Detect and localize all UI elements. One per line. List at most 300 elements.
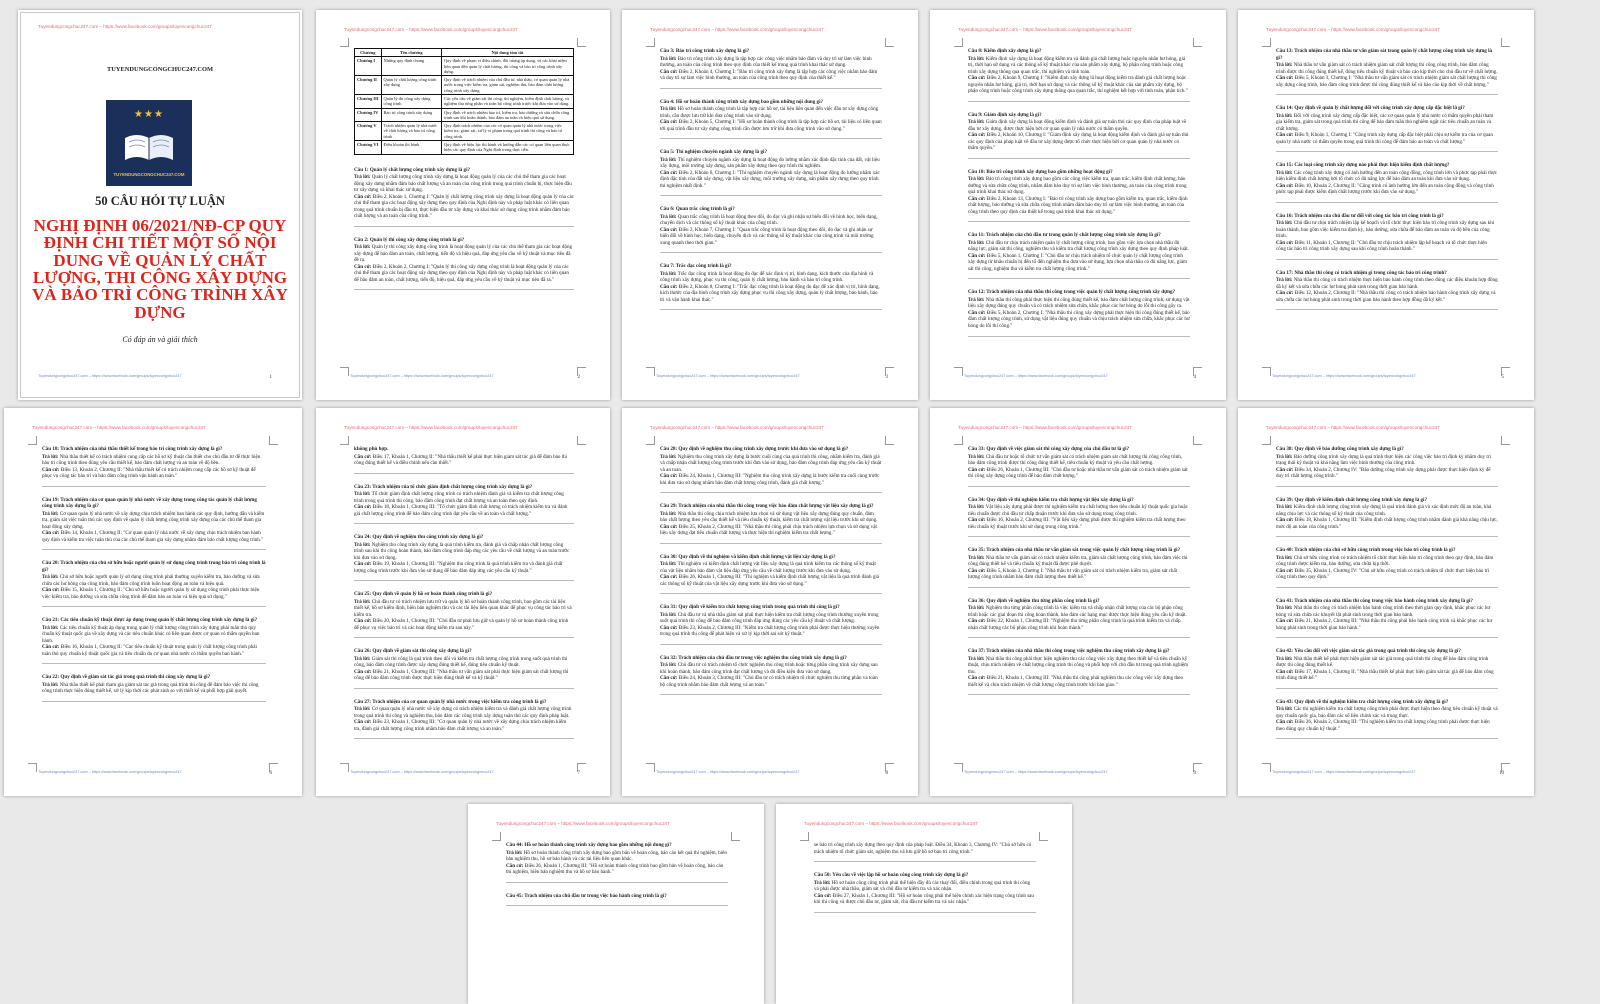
table-cell: Quy định về trách nhiệm bảo trì, kiểm tra, bảo dưỡng và sửa chữa công trình sau khi hoàn thành, bảo đảm an toàn và hiệu quả sử dụng. (441, 108, 573, 122)
basis-label: Căn cứ: (968, 195, 986, 202)
answer-label: Trả lời: (1276, 453, 1293, 460)
basis-text: Điều 26, Khoản 1, Chương III: "Hồ sơ hoàn thành công trình bao gồm bản vẽ hoàn công, báo cáo thí nghiệm, biên bản nghiệm thu và hồ sơ bảo hành." (506, 862, 724, 876)
question-title: Câu 40: Trách nhiệm của chủ sở hữu công trình trong việc bảo trì công trình là gì? (1276, 547, 1456, 554)
basis-text: Điều 27, Khoản 1, Chương III: "Hồ sơ hoàn công phải thể hiện chính xác hiện trạng công trình sau khi thi công và được chủ đầu tư, giám sát, chủ đầu tư kiểm tra và xác nhận." (814, 892, 1034, 906)
basis-label: Căn cứ: (968, 675, 986, 682)
question-title: Câu 18: Trách nhiệm của nhà thầu thiết kế trong bảo trì công trình xây dựng là gì? (42, 446, 223, 452)
answer-text: Cơ quan quản lý nhà nước về xây dựng có trách nhiệm kiểm tra và đánh giá chất lượng công trình trong quá trình thi công và nghiệm thu, bảo đảm các công trình xây dựng tuân thủ các quy định pháp luật. (354, 706, 572, 719)
question-block (42, 617, 266, 664)
answer-paragraph (660, 511, 882, 524)
document-page-2[interactable] (316, 10, 610, 400)
answer-text: Chủ sở hữu hoặc người quản lý sử dụng công trình phải thường xuyên kiểm tra, bảo dưỡng và sửa chữa các hư hỏng của công trình, bảo đảm công trình luôn hoạt động an toàn và hiệu quả. (42, 574, 260, 587)
answer-text: Các công trình xây dựng có ảnh hưởng đến an toàn cộng đồng, công trình lớn và phức tạp phải thực hiện kiểm định chất lượng bởi tổ chức có đủ năng lực để bảo đảm an toàn khi đưa vào sử dụng. (1276, 169, 1498, 183)
basis-label: Căn cứ: (968, 466, 986, 473)
basis-paragraph (1276, 183, 1498, 196)
basis-paragraph (660, 625, 882, 638)
separator-line (968, 486, 1190, 487)
answer-label: Trả lời: (354, 655, 371, 662)
basis-paragraph (660, 69, 882, 82)
question-title: Câu 38: Quy định về bảo dưỡng công trình xây dựng là gì? (1276, 446, 1404, 452)
answer-text: Kiểm định chất lượng công trình xây dựng là quá trình đánh giá và xác định mức độ an toàn, khả năng chịu lực và các thông số kỹ thuật của công trình. (1276, 504, 1492, 517)
basis-label: Căn cứ: (660, 169, 678, 176)
page-body (354, 48, 574, 366)
site-logo (106, 100, 192, 186)
answer-paragraph (660, 56, 882, 69)
basis-paragraph (968, 253, 1190, 273)
answer-paragraph (660, 662, 882, 675)
question-title: Câu 32: Trách nhiệm của chủ đầu tư trong việc nghiệm thu công trình xây dựng là gì? (660, 654, 847, 661)
basis-label: Căn cứ: (1276, 239, 1294, 246)
question-block (354, 591, 574, 638)
document-page-7[interactable] (316, 408, 610, 796)
basis-text: Điều 2, Khoản 4, Chương I: "Bảo trì công trình xây dựng là tập hợp các công việc nhằm bảo đảm và duy trì sự làm việc bình thường, an toàn của công trình theo quy định của thiết kế." (660, 68, 878, 82)
question-title: Câu 12: Trách nhiệm của nhà thầu thi công trong việc quản lý chất lượng công trình xây dựng? (968, 289, 1176, 296)
answer-text: Các thí nghiệm kiểm tra chất lượng công trình phải được thực hiện theo đúng tiêu chuẩn kỹ thuật và quy chuẩn quốc gia, bảo đảm các số liệu chính xác và trung thực. (1276, 706, 1498, 719)
separator-line (968, 536, 1190, 537)
basis-text: Điều 5, Khoản 2, Chương I: "Nhà thầu thi công xây dựng phải thực hiện thi công đúng thiết kế, bảo đảm chất lượng công trình, sử dụng vật liệu đúng quy chuẩn và chịu trách nhiệm sửa chữa, khắc phục các hư hỏng do lỗi thi công." (968, 309, 1190, 329)
basis-paragraph (506, 863, 728, 876)
answer-label: Trả lời: (660, 611, 677, 618)
question-list (660, 446, 882, 695)
page-header: Tuyendungcongchuc247.com – https://www.facebook.com/groups/tuyencongchuc247 (496, 821, 670, 826)
separator-line (42, 486, 266, 487)
answer-paragraph (968, 605, 1190, 618)
question-block (354, 484, 574, 525)
answer-paragraph (660, 157, 882, 170)
answer-label: Trả lời: (1276, 504, 1293, 511)
answer-paragraph (42, 625, 266, 645)
separator-line (1276, 486, 1498, 487)
basis-paragraph (354, 669, 574, 682)
basis-label: Căn cứ: (660, 283, 678, 290)
question-block (42, 560, 266, 607)
answer-label: Trả lời: (42, 624, 59, 631)
question-title: Câu 10: Bảo trì công trình xây dựng bao gồm những hoạt động gì? (968, 168, 1113, 175)
separator-line (506, 905, 728, 906)
basis-label: Căn cứ: (42, 587, 60, 594)
basis-paragraph (660, 524, 882, 537)
answer-paragraph (354, 656, 574, 669)
basis-label: Căn cứ: (506, 862, 524, 869)
answer-paragraph (1276, 62, 1498, 75)
margin-corner-mark (954, 38, 963, 47)
question-title: không phù hợp. (354, 446, 389, 452)
answer-paragraph (1276, 706, 1498, 719)
cover-site-name: TUYENDUNGCONGCHUC247.COM (107, 66, 213, 73)
separator-line (660, 88, 882, 89)
answer-label: Trả lời: (968, 119, 985, 126)
separator-line (354, 637, 574, 638)
answer-label: Trả lời: (660, 55, 677, 62)
margin-corner-mark (731, 832, 740, 841)
answer-label: Trả lời: (968, 453, 985, 460)
answer-text: Bảo dưỡng công trình xây dựng là quá trình thực hiện các công việc bảo trì định kỳ nhằm duy trì trạng thái kỹ thuật và khả năng làm việc bình thường của công trình. (1276, 453, 1491, 467)
answer-paragraph (1276, 277, 1498, 290)
question-title: Câu 7: Trắc đạc công trình là gì? (660, 263, 732, 270)
separator-line (1276, 309, 1498, 310)
basis-label: Căn cứ: (968, 75, 986, 82)
answer-label: Trả lời: (660, 662, 677, 669)
basis-text: Điều 11, Khoản 1, Chương II: "Chủ đầu tư chịu trách nhiệm lập kế hoạch và tổ chức thực hiện công tác bảo trì công trình xây dựng sau khi công trình hoàn thành." (1276, 239, 1487, 253)
answer-paragraph (1276, 113, 1498, 133)
page-number: 4 (1193, 375, 1196, 380)
answer-text: Nhà thầu tư vấn giám sát có trách nhiệm kiểm tra, giám sát chất lượng công trình, bảo đảm việc thi công đúng thiết kế và tiêu chuẩn kỹ thuật đã được phê duyệt. (968, 554, 1188, 568)
basis-paragraph (968, 467, 1190, 480)
basis-label: Căn cứ: (354, 719, 372, 726)
answer-text: Nhà thầu thi công có trách nhiệm bảo hành công trình theo thời gian quy định, khắc phục các hư hỏng và sửa chữa các khuyết tật phát sinh trong thời gian bảo hành. (1276, 605, 1491, 618)
basis-text: Điều 21, Khoản 1, Chương III: "Nhà thầu thi công phải nghiệm thu các công việc xây dựng theo thiết kế và chịu trách nhiệm về chất lượng công trình trước khi bàn giao." (968, 675, 1184, 688)
table-cell: Quy định về hiệu lực thi hành và hướng dẫn các cơ quan liên quan thực hiện các quy định của Nghị định trong thực tiễn. (441, 140, 573, 154)
question-title: Câu 39: Quy định về kiểm định chất lượng công trình xây dựng là gì? (1276, 496, 1428, 503)
table-header-cell: Nội dung tóm tắt (441, 49, 573, 57)
answer-paragraph (506, 850, 728, 863)
page-footer: Tuyendungcongchuc247.com – https://www.facebook.com/groups/tuyencongchuc247 (38, 374, 182, 378)
answer-text: Chủ sở hữu công trình có trách nhiệm tổ chức thực hiện bảo trì công trình theo quy định, bảo đảm công trình được kiểm tra, bảo dưỡng, sửa chữa kịp thời. (1276, 554, 1494, 568)
margin-corner-mark (646, 367, 655, 376)
logo-text: TUYENDUNGCONGCHUC247.COM (113, 172, 185, 177)
question-block (1276, 162, 1498, 203)
separator-line (354, 688, 574, 689)
answer-text: Nghiệm thu công trình xây dựng là quá trình kiểm tra, đánh giá và chấp nhận chất lượng công trình sau khi thi công hoàn thành, bảo đảm công trình đáp ứng các yêu cầu về chất lượng và an toàn trước khi đưa vào sử dụng. (354, 541, 570, 561)
question-title: Câu 44: Hồ sơ hoàn thành công trình xây dựng bao gồm những nội dung gì? (506, 842, 672, 848)
margin-corner-mark (800, 832, 809, 841)
document-page-6[interactable] (4, 408, 302, 796)
margin-corner-mark (1262, 38, 1271, 47)
question-block (354, 534, 574, 581)
separator-line (968, 101, 1190, 102)
separator-line (354, 226, 574, 227)
table-cell: Chương VI (355, 140, 382, 154)
answer-paragraph (354, 599, 574, 619)
basis-paragraph (1276, 618, 1498, 631)
question-list (968, 48, 1190, 337)
page-number: 6 (269, 771, 272, 776)
answer-text: Chủ đầu tư và nhà thầu giám sát phải thực hiện kiểm tra chất lượng công trình thường xuyên trong suốt quá trình thi công để bảo đảm công trình đáp ứng đúng các yêu cầu kỹ thuật và chất lượng. (660, 611, 879, 625)
basis-text: Điều 21, Khoản 2, Chương III: "Nhà thầu thi công phải bảo hành công trình và khắc phục các hư hỏng phát sinh trong thời gian bảo hành." (1276, 618, 1493, 631)
basis-label: Căn cứ: (1276, 517, 1294, 524)
answer-paragraph (660, 454, 882, 474)
page-header: Tuyendungcongchuc247.com – https://www.facebook.com/groups/tuyencongchuc247 (1266, 27, 1440, 32)
margin-corner-mark (646, 38, 655, 47)
answer-text: Giám sát thi công là quá trình theo dõi và kiểm tra chất lượng công trình trong suốt quá trình thi công, bảo đảm công trình được xây dựng đúng thiết kế, đúng tiêu chuẩn kỹ thuật. (354, 655, 568, 669)
basis-label: Căn cứ: (354, 504, 372, 511)
answer-paragraph (814, 880, 1036, 893)
basis-label: Căn cứ: (660, 473, 678, 480)
answer-text: Bảo trì công trình xây dựng là tập hợp các công việc nhằm bảo đảm và duy trì sự làm việc bình thường, an toàn của công trình theo quy định của thiết kế trong quá trình khai thác sử dụng. (660, 55, 872, 69)
answer-paragraph (968, 555, 1190, 568)
separator-line (660, 195, 882, 196)
basis-text: Điều 26, Khoản 2, Chương III: "Thí nghiệm kiểm tra chất lượng công trình phải được thực hiện theo đúng quy chuẩn kỹ thuật." (1276, 719, 1490, 732)
question-block (354, 237, 574, 291)
question-list (506, 842, 728, 906)
basis-paragraph (354, 719, 574, 732)
basis-text: Điều 17, Khoản 1, Chương II: "Nhà thầu thiết kế phải thực hiện giám sát tác giả để đảm bảo thi công đúng thiết kế và điều chỉnh nếu cần thiết." (354, 453, 568, 467)
page-number: 3 (885, 375, 888, 380)
basis-text: Điều 16, Khoản 2, Chương III: "Vật liệu xây dựng phải được thí nghiệm kiểm tra chất lượng theo tiêu chuẩn kỹ thuật trước khi sử dụng trong công trình." (968, 517, 1186, 530)
basis-label: Căn cứ: (660, 574, 678, 581)
separator-line (660, 593, 882, 594)
basis-label: Căn cứ: (354, 193, 372, 200)
margin-corner-mark (954, 763, 963, 772)
basis-text: Điều 2, Khoản 8, Chương I: "Trắc đạc công trình là hoạt động đo đạc để xác định vị trí, hình dạng, kích thước của địa hình công trình xây dựng phục vụ thi công xây dựng, quản lý chất lượng, bảo hành, bảo trì và vận hành khai thác." (660, 283, 880, 303)
basis-label: Căn cứ: (660, 226, 678, 233)
margin-corner-mark (954, 436, 963, 445)
separator-line (1276, 587, 1498, 588)
question-title: Câu 35: Trách nhiệm của nhà thầu tư vấn giám sát trong việc quản lý chất lượng công trình là gì? (968, 547, 1181, 554)
basis-text: Điều 2, Khoản 9, Chương I: "Kiểm định xây dựng là hoạt động kiểm tra đánh giá chất lượng hoặc nguyên nhân hư hỏng, giá trị, thời hạn sử dụng và các thông số kỹ thuật khác của sản phẩm xây dựng, bộ phận công trình hoặc công trình xây dựng thông qua quan trắc, thí nghiệm kết hợp với tính toán, phân tích." (968, 75, 1188, 95)
table-cell: Chương II (355, 76, 382, 95)
page-body (1276, 446, 1498, 762)
basis-text: Điều 17, Khoản 1, Chương II: "Nhà thầu thiết kế phải thực hiện giám sát tác giả để bảo đảm công trình đúng thiết kế." (1276, 668, 1494, 682)
question-list (814, 842, 1036, 913)
basis-label: Căn cứ: (354, 668, 372, 675)
page-header: Tuyendungcongchuc247.com – https://www.facebook.com/groups/tuyencongchuc247 (958, 27, 1132, 32)
separator-line (660, 492, 882, 493)
answer-label: Trả lời: (42, 510, 59, 517)
basis-paragraph (1276, 467, 1498, 480)
question-title: Câu 22: Quy định về giám sát tác giả trong quá trình thi công xây dựng là gì? (42, 674, 211, 681)
answer-label: Trả lời: (660, 106, 677, 113)
separator-line (968, 637, 1190, 638)
question-block (354, 648, 574, 689)
page-header: Tuyendungcongchuc247.com – https://www.facebook.com/groups/tuyencongchuc247 (1266, 425, 1440, 430)
question-title: Câu 26: Quy định về giám sát thi công xây dựng là gì? (354, 648, 472, 655)
table-cell: Quản lý chất lượng công trình xây dựng (381, 76, 441, 95)
question-block (354, 446, 574, 474)
question-title: Câu 9: Giám định xây dựng là gì? (968, 111, 1042, 118)
question-block (1276, 699, 1498, 740)
page-body (814, 842, 1036, 1004)
basis-label: Căn cứ: (42, 530, 60, 537)
basis-label: Căn cứ: (1276, 290, 1294, 297)
page-number: 1 (269, 375, 272, 380)
basis-paragraph (968, 568, 1190, 581)
question-block (354, 699, 574, 740)
margin-corner-mark (1262, 367, 1271, 376)
margin-corner-mark (577, 38, 586, 47)
table-row (355, 94, 574, 108)
separator-line (354, 580, 574, 581)
question-title: Câu 6: Quan trắc công trình là gì? (660, 206, 735, 213)
answer-label: Trả lời: (660, 270, 677, 277)
basis-text: Điều 20, Khoản 1, Chương III: "Chủ đầu tư phải lưu giữ và quản lý hồ sơ hoàn thành công trình để phục vụ việc bảo trì và các hoạt động kiểm tra sau này." (354, 618, 569, 631)
basis-paragraph (814, 842, 1036, 855)
answer-paragraph (1276, 220, 1498, 240)
answer-text: Nhà thầu thiết kế có trách nhiệm cung cấp các hồ sơ kỹ thuật cần thiết cho chủ đầu tư để thực hiện bảo trì công trình theo đúng yêu cầu thiết kế, bảo đảm chất lượng và an toàn về độ bền. (42, 453, 261, 467)
basis-paragraph (660, 227, 882, 247)
page-header: Tuyendungcongchuc247.com – https://www.facebook.com/groups/tuyencongchuc247 (344, 27, 518, 32)
answer-label: Trả lời: (968, 55, 985, 62)
answer-paragraph (968, 504, 1190, 517)
document-page-8[interactable] (622, 408, 918, 796)
basis-paragraph (968, 75, 1190, 95)
basis-paragraph (660, 119, 882, 132)
basis-label: Căn cứ: (660, 523, 678, 530)
document-page-5[interactable] (1238, 10, 1534, 400)
question-block (1276, 547, 1498, 588)
answer-text: Quản lý chất lượng công trình xây dựng là hoạt động quản lý của các chủ thể tham gia các hoạt động xây dựng nhằm đảm bảo chất lượng và an toàn của công trình trong quá trình chuẩn bị, thực hiện đầu tư xây dựng và khai thác sử dụng. (354, 174, 572, 194)
answer-label: Trả lời: (1276, 112, 1293, 119)
basis-paragraph (660, 574, 882, 587)
document-page-9[interactable] (930, 408, 1226, 796)
question-block (42, 497, 266, 551)
question-title: Câu 2: Quản lý thi công xây dựng công trình là gì? (354, 236, 465, 243)
page-footer: Tuyendungcongchuc247.com – https://www.facebook.com/groups/tuyencongchuc247 (964, 374, 1108, 378)
separator-line (42, 701, 266, 702)
answer-paragraph (660, 106, 882, 119)
answer-label: Trả lời: (354, 174, 371, 181)
page-footer: Tuyendungcongchuc247.com – https://www.facebook.com/groups/tuyencongchuc247 (656, 770, 800, 774)
basis-label: Căn cứ: (968, 252, 986, 259)
separator-line (814, 912, 1036, 913)
basis-text: Điều 2, Khoản 6, Chương I: "Thí nghiệm chuyên ngành xây dựng là hoạt động đo lường nhằm xác định đặc tính của đất xây dựng, vật liệu xây dựng, môi trường xây dựng, sản phẩm xây dựng theo quy trình thí nghiệm nhất định." (660, 169, 880, 189)
basis-label: Căn cứ: (968, 618, 986, 625)
answer-text: Hồ sơ hoàn thành công trình là tập hợp các hồ sơ, tài liệu liên quan đến việc đầu tư xây dựng công trình, cần được lưu trữ khi đưa công trình vào sử dụng. (660, 106, 879, 119)
table-row (355, 108, 574, 122)
basis-label: Căn cứ: (814, 892, 832, 899)
answer-label: Trả lời: (354, 541, 371, 548)
basis-label: Căn cứ: (1276, 668, 1294, 675)
basis-paragraph (42, 587, 266, 600)
basis-text: Điều 26, Khoản 1, Chương III: "Chủ đầu tư hoặc nhà thầu tư vấn giám sát có trách nhiệm giám sát thi công xây dựng công trình để bảo đảm chất lượng." (968, 466, 1188, 480)
separator-line (660, 138, 882, 139)
question-title: Câu 20: Trách nhiệm của chủ sở hữu hoặc người quản lý sử dụng công trình trong bảo trì công trình là gì? (42, 560, 266, 573)
basis-text: Điều 9, Khoản 1, Chương I: "Công trình xây dựng cấp đặc biệt phải chịu sự kiểm tra của cơ quan quản lý nhà nước có thẩm quyền trong quá trình thi công để đảm bảo an toàn và chất lượng." (1276, 132, 1493, 145)
answer-label: Trả lời: (968, 655, 985, 662)
table-cell: Quy định trách nhiệm của các cơ quan quản lý nhà nước trong việc kiểm tra, giám sát, xử lý vi phạm trong quá trình thi công và bảo trì công trình. (441, 122, 573, 141)
answer-label: Trả lời: (1276, 169, 1293, 176)
question-title: Câu 30: Quy định về thí nghiệm và kiểm định chất lượng vật liệu xây dựng là gì? (660, 553, 836, 560)
question-block (354, 167, 574, 227)
page-body (1276, 48, 1498, 366)
chapter-summary-table (354, 48, 574, 155)
separator-line (1276, 536, 1498, 537)
basis-text: Điều 35, Khoản 1, Chương IV: "Chủ sở hữu công trình có trách nhiệm tổ chức thực hiện bảo trì công trình theo quy định." (1276, 567, 1490, 581)
basis-paragraph (968, 132, 1190, 152)
basis-paragraph (42, 467, 266, 480)
answer-text: Nhà thầu tư vấn giám sát có trách nhiệm giám sát chất lượng thi công công trình, bảo đảm công trình được thi công đúng thiết kế, đúng tiêu chuẩn kỹ thuật và báo cáo kịp thời cho chủ đầu tư về chất lượng. (1276, 62, 1498, 75)
answer-text: Đối với công trình xây dựng cấp đặc biệt, các cơ quan quản lý nhà nước có thẩm quyền phải tham gia kiểm tra, giám sát trong quá trình thi công để bảo đảm tuân thủ nghiêm ngặt các tiêu chuẩn an toàn và chất lượng. (1276, 112, 1494, 132)
basis-text: Điều 22, Khoản 1, Chương III: "Nghiệm thu từng phần công trình là quá trình kiểm tra và chấp nhận chất lượng các bộ phận công trình khi hoàn thành." (968, 618, 1181, 631)
question-title: Câu 50: Yêu cầu về việc lập hồ sơ hoàn công công trình xây dựng là gì? (814, 872, 969, 879)
answer-label: Trả lời: (660, 213, 677, 220)
basis-paragraph (354, 454, 574, 467)
margin-corner-mark (954, 367, 963, 376)
page-number: 10 (1499, 771, 1504, 776)
basis-label: Căn cứ: (354, 618, 372, 625)
answer-text: Vật liệu xây dựng phải được thí nghiệm kiểm tra chất lượng theo tiêu chuẩn kỹ thuật quốc gia hoặc tiêu chuẩn được chủ đầu tư chấp thuận trước khi đưa vào sử dụng trong công trình. (968, 504, 1188, 517)
basis-paragraph (354, 561, 574, 574)
answer-paragraph (968, 176, 1190, 196)
answer-label: Trả lời: (1276, 277, 1293, 284)
document-page-4[interactable] (930, 10, 1226, 400)
separator-line (660, 309, 882, 310)
question-block (968, 648, 1190, 695)
question-title: Câu 14: Quy định về quản lý chất lượng đối với công trình xây dựng cấp đặc biệt là gì? (1276, 105, 1465, 112)
page-number: 7 (577, 771, 580, 776)
question-title: Câu 31: Quy định về kiểm tra chất lượng công trình trong quá trình thi công là gì? (660, 604, 840, 611)
question-block (814, 842, 1036, 862)
question-title: Câu 27: Trách nhiệm của cơ quan quản lý nhà nước trong việc kiểm tra công trình là gì? (354, 698, 547, 705)
separator-line (968, 587, 1190, 588)
basis-text: Điều 18, Khoản 1, Chương III: "Kiểm định chất lượng công trình nhằm đánh giá khả năng chịu lực, mức độ an toàn của công trình." (1276, 517, 1498, 530)
basis-paragraph (660, 473, 882, 486)
basis-label: Căn cứ: (968, 132, 986, 139)
document-page-3[interactable] (622, 10, 918, 400)
question-block (660, 446, 882, 493)
basis-text: Điều 34, Khoản 2, Chương IV: "Bảo dưỡng công trình xây dựng phải được thực hiện định kỳ để duy trì chất lượng công trình." (1276, 466, 1491, 480)
answer-label: Trả lời: (354, 706, 371, 713)
answer-paragraph (42, 454, 266, 467)
question-block (506, 893, 728, 907)
answer-label: Trả lời: (354, 598, 371, 605)
answer-paragraph (1276, 454, 1498, 467)
answer-label: Trả lời: (42, 453, 59, 460)
answer-label: Trả lời: (506, 849, 523, 856)
answer-text: Tổ chức giám định chất lượng công trình có trách nhiệm đánh giá và kiểm tra chất lượng công trình trong quá trình thi công, bảo đảm công trình đạt chất lượng và an toàn theo quy định. (354, 491, 564, 504)
separator-line (1276, 688, 1498, 689)
page-header: Tuyendungcongchuc247.com – https://www.facebook.com/groups/tuyencongchuc247 (344, 425, 518, 430)
question-block (1276, 598, 1498, 639)
question-block (660, 604, 882, 645)
question-block (660, 503, 882, 544)
basis-text: Điều 2, Khoản 1, Chương I: "Quản lý chất lượng công trình xây dựng là hoạt động quản lý của các chủ thể tham gia các hoạt động xây dựng theo quy định của Nghị định này và pháp luật khác có liên quan trong quá trình chuẩn bị đầu tư, thực hiện đầu tư xây dựng và khai thác sử dụng công trình nhằm đảm bảo chất lượng và an toàn của công trình." (354, 193, 574, 220)
margin-corner-mark (885, 436, 894, 445)
basis-text: Điều 2, Khoản 7, Chương I: "Quan trắc công trình là hoạt động theo dõi, đo đạc và ghi nhận sự biến đổi về hình học, biến dạng, chuyển dịch và các thông số kỹ thuật khác của công trình và môi trường xung quanh theo thời gian." (660, 226, 874, 246)
answer-text: Trắc đạc công trình là hoạt động đo đạc để xác định vị trí, hình dạng, kích thước của địa hình và công trình xây dựng, phục vụ thi công, quản lý chất lượng, bảo hành và bảo trì công trình. (660, 270, 874, 284)
answer-paragraph (1276, 656, 1498, 669)
question-block (506, 842, 728, 883)
answer-text: Nghiệm thu từng phần công trình là việc kiểm tra và chấp nhận chất lượng của các bộ phận công trình hoặc các giai đoạn thi công hoàn thành, bảo đảm các hạng mục được thực hiện đúng yêu cầu kỹ thuật. (968, 605, 1187, 618)
separator-line (660, 543, 882, 544)
document-page-cover[interactable] (18, 10, 302, 400)
basis-label: Căn cứ: (1276, 719, 1294, 726)
document-page-10[interactable] (1238, 408, 1534, 796)
answer-paragraph (660, 612, 882, 625)
answer-paragraph (1276, 555, 1498, 568)
answer-text: Bảo trì công trình xây dựng bao gồm các công việc kiểm tra, quan trắc, kiểm định chất lượng, bảo dưỡng và sửa chữa công trình, nhằm đảm bảo duy trì sự làm việc bình thường, an toàn của công trình trong quá trình khai thác sử dụng. (968, 176, 1187, 196)
basis-paragraph (1276, 75, 1498, 88)
basis-paragraph (660, 675, 882, 688)
document-page-11[interactable] (468, 804, 764, 1004)
question-title: Câu 23: Trách nhiệm của tổ chức giám định chất lượng công trình xây dựng là gì? (354, 483, 533, 490)
document-page-12[interactable] (776, 804, 1072, 1004)
separator-line (506, 882, 728, 883)
question-list (1276, 48, 1498, 310)
question-block (968, 446, 1190, 487)
question-title: Câu 17: Nhà thầu thi công có trách nhiệm gì trong công tác bảo trì công trình? (1276, 269, 1447, 276)
basis-text: Điều 24, Khoản 3, Chương III: "Chủ đầu tư có trách nhiệm tổ chức nghiệm thu từng phần và toàn bộ công trình nhằm bảo đảm chất lượng và an toàn." (660, 675, 878, 688)
basis-text: Điều 24, Khoản 1, Chương III: "Nghiệm thu công trình xây dựng là bước kiểm tra cuối cùng trước khi đưa vào sử dụng nhằm bảo đảm chất lượng công trình, đánh giá chất lượng." (660, 473, 880, 486)
separator-line (1276, 202, 1498, 203)
basis-label: Căn cứ: (1276, 75, 1294, 82)
question-title: Câu 41: Trách nhiệm của nhà thầu thi công trong việc bảo hành công trình xây dựng là gì? (1276, 597, 1473, 604)
margin-corner-mark (577, 436, 586, 445)
margin-corner-mark (340, 38, 349, 47)
question-block (968, 169, 1190, 223)
answer-paragraph (1276, 504, 1498, 517)
basis-paragraph (968, 675, 1190, 688)
margin-corner-mark (1501, 436, 1510, 445)
table-cell: Chương I (355, 57, 382, 76)
separator-line (1276, 738, 1498, 739)
question-title: Câu 15: Các loại công trình xây dựng nào phải thực hiện kiểm định chất lượng? (1276, 162, 1450, 169)
separator-line (660, 644, 882, 645)
question-title: Câu 16: Trách nhiệm của chủ đầu tư đối với công tác bảo trì công trình là gì? (1276, 212, 1444, 219)
basis-text: Điều 2, Khoản 10, Chương I: "Giám định xây dựng là hoạt động kiểm định và đánh giá sự tuân thủ các quy định của pháp luật về đầu tư xây dựng được tổ chức thực hiện bởi cơ quan quản lý nhà nước có thẩm quyền." (968, 132, 1189, 152)
table-row (355, 76, 574, 95)
question-list (1276, 446, 1498, 739)
